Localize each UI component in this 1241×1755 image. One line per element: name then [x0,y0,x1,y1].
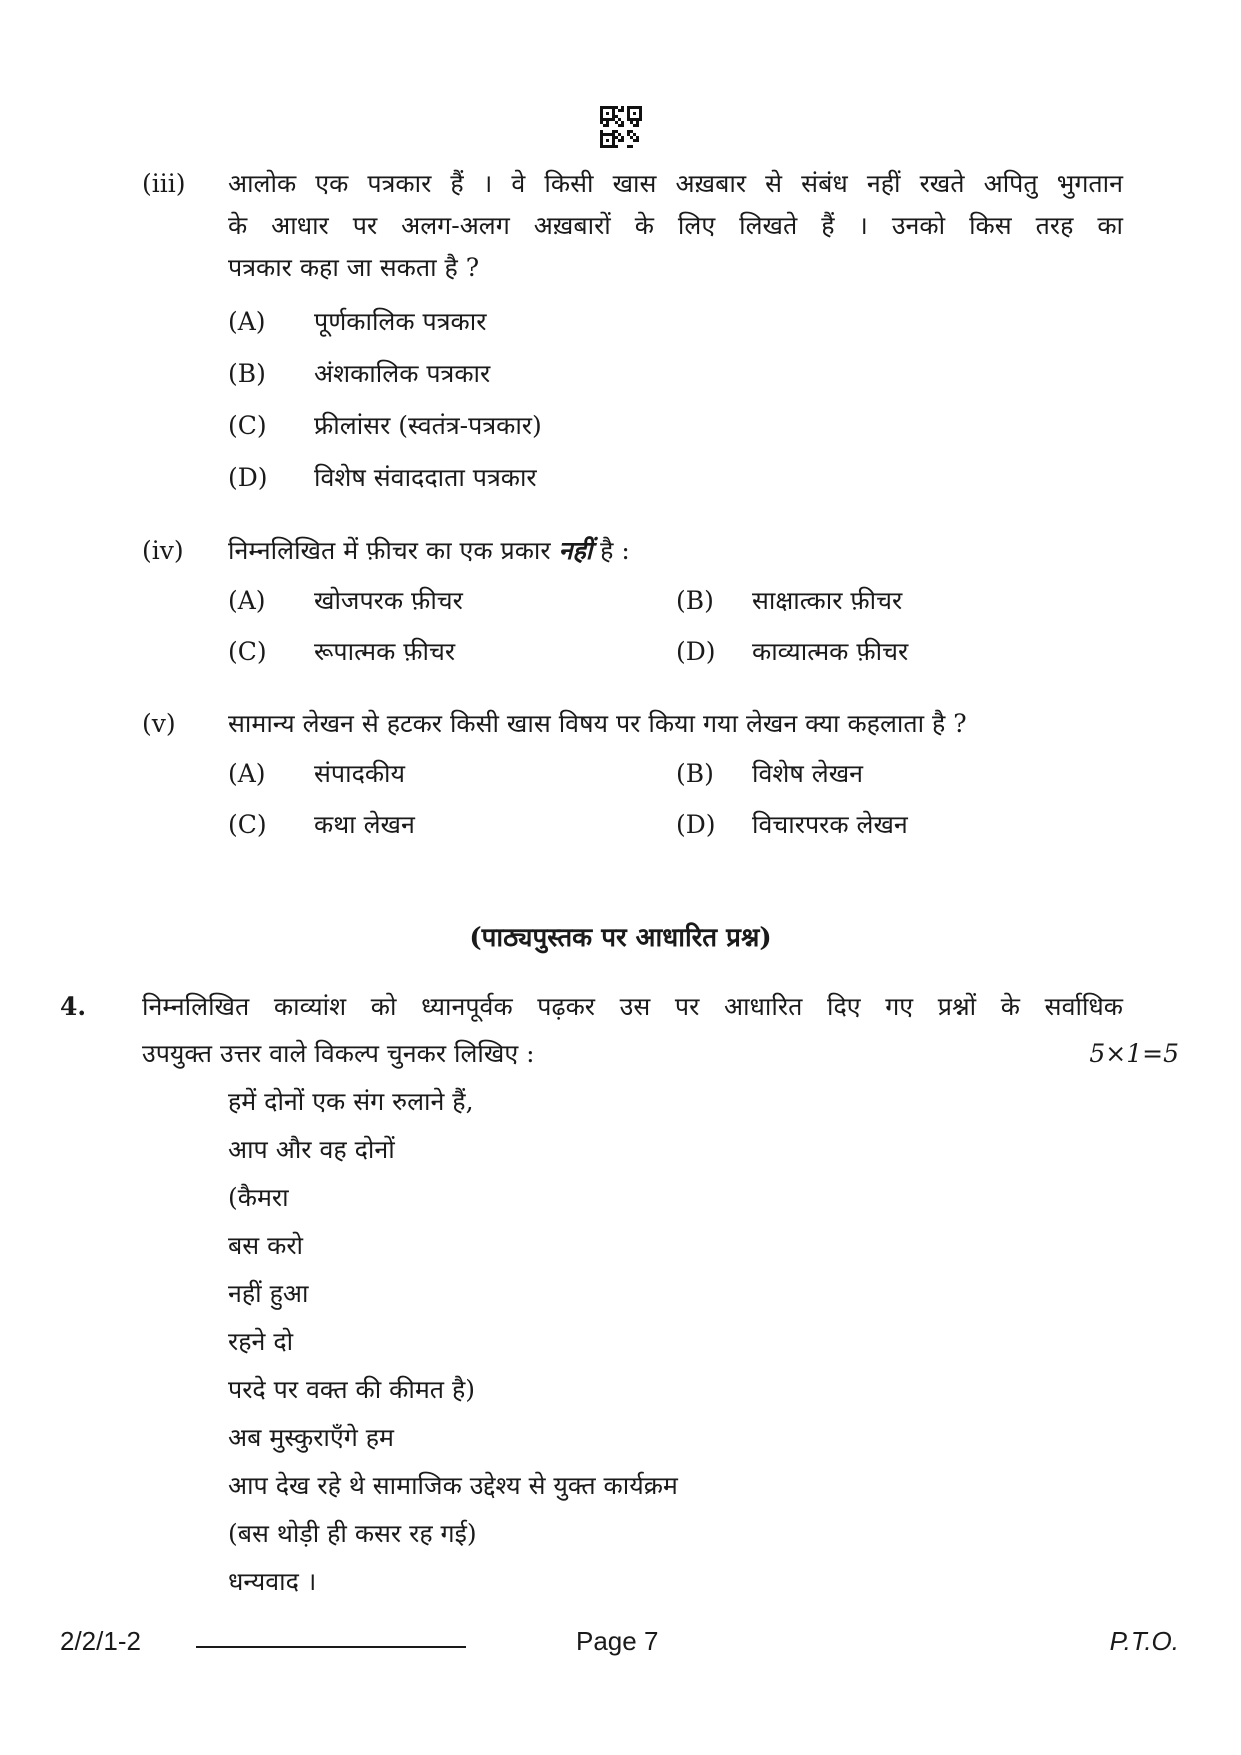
option-text: फ्रीलांसर (स्वतंत्र-पत्रकार) [314,411,542,440]
option-letter: (B) [676,586,714,615]
emphasis-text: नहीं [558,536,593,565]
option-text: काव्यात्मक फ़ीचर [752,637,909,666]
qr-code [600,106,642,148]
page-number: Page 7 [576,1626,659,1656]
option-letter: (A) [228,307,266,336]
question-4-line-2: उपयुक्त उत्तर वाले विकल्प चुनकर लिखिए : [142,1039,535,1068]
question-number-4: 4. [60,992,87,1021]
option-letter: (D) [228,463,268,492]
question-iii-line-2: के आधार पर अलग-अलग अख़बारों के लिए लिखते हैं । उनको किस तरह का [228,211,1123,240]
paper-code: 2/2/1-2 [60,1626,141,1656]
poem-line: रहने दो [228,1327,294,1356]
pto-label: P.T.O. [1109,1626,1179,1656]
option-letter: (D) [676,810,716,839]
marks-label: 5×1=5 [1089,1039,1179,1068]
option-text: संपादकीय [314,759,406,788]
option-letter: (B) [676,759,714,788]
option-text: खोजपरक फ़ीचर [314,586,463,615]
question-number-v: (v) [142,709,176,738]
option-text: विचारपरक लेखन [752,810,908,839]
option-letter: (C) [228,810,267,839]
question-iii-line-3: पत्रकार कहा जा सकता है ? [228,253,480,282]
poem-line: आप देख रहे थे सामाजिक उद्देश्य से युक्त कार्यक्रम [228,1471,678,1500]
question-v-text: सामान्य लेखन से हटकर किसी खास विषय पर किया गया लेखन क्या कहलाता है ? [228,709,967,738]
option-text: पूर्णकालिक पत्रकार [314,307,487,336]
section-heading: (पाठ्यपुस्तक पर आधारित प्रश्न) [469,923,772,953]
question-4-line-1: निम्नलिखित काव्यांश को ध्यानपूर्वक पढ़कर उस पर आधारित दिए गए प्रश्नों के सर्वाधिक [142,992,1123,1021]
poem-line: (कैमरा [228,1183,289,1212]
option-letter: (C) [228,411,267,440]
question-number-iii: (iii) [142,169,186,198]
poem-line: हमें दोनों एक संग रुलाने हैं, [228,1087,474,1116]
option-text: विशेष लेखन [752,759,864,788]
poem-line: नहीं हुआ [228,1279,309,1308]
option-letter: (A) [228,586,266,615]
option-letter: (A) [228,759,266,788]
option-text: अंशकालिक पत्रकार [314,359,491,388]
option-text: साक्षात्कार फ़ीचर [752,586,903,615]
question-iv-text: निम्नलिखित में फ़ीचर का एक प्रकार नहीं है : [228,536,630,565]
option-text: कथा लेखन [314,810,415,839]
poem-line: आप और वह दोनों [228,1135,395,1164]
option-letter: (D) [676,637,716,666]
footer-rule [196,1646,466,1648]
option-text: रूपात्मक फ़ीचर [314,637,456,666]
poem-line: धन्यवाद । [228,1567,317,1596]
option-letter: (C) [228,637,267,666]
poem-line: बस करो [228,1231,304,1260]
question-number-iv: (iv) [142,536,184,565]
option-text: विशेष संवाददाता पत्रकार [314,463,537,492]
option-letter: (B) [228,359,266,388]
question-iii-line-1: आलोक एक पत्रकार हैं । वे किसी खास अख़बार से संबंध नहीं रखते अपितु भुगतान [228,169,1123,198]
poem-line: अब मुस्कुराएँगे हम [228,1423,394,1452]
poem-line: परदे पर वक्त की कीमत है) [228,1375,475,1404]
poem-line: (बस थोड़ी ही कसर रह गई) [228,1519,477,1548]
